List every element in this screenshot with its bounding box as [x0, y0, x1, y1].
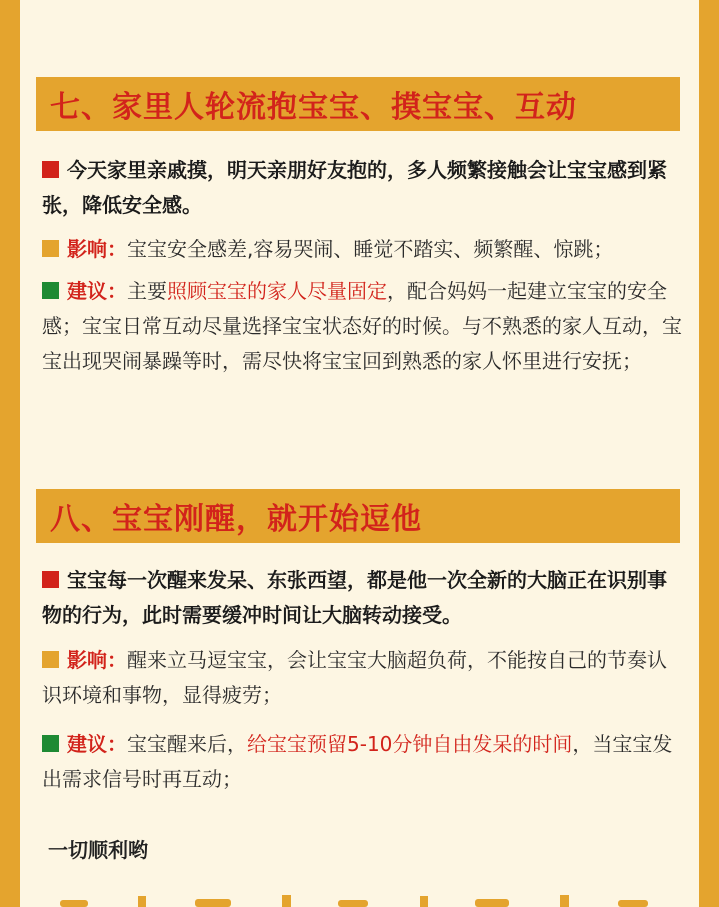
red-square-bullet-icon [42, 571, 59, 588]
article-page [20, 0, 699, 907]
section-7-intro: 今天家里亲戚摸，明天亲朋好友抱的，多人频繁接触会让宝宝感到紧张，降低安全感。 [42, 158, 667, 217]
section-7-impact [42, 232, 682, 267]
closing-text: 一切顺利哟 [48, 838, 148, 862]
red-square-bullet-icon [42, 161, 59, 178]
green-square-bullet-icon [42, 735, 59, 752]
section-8-heading [36, 489, 680, 543]
section-7-title: 七、家里人轮流抱宝宝、摸宝宝、互动 [50, 90, 577, 125]
section-8-intro: 宝宝每一次醒来发呆、东张西望，都是他一次全新的大脑正在识别事物的行为，此时需要缓冲时间让大脑转动接受。 [42, 568, 667, 627]
section-7-heading [36, 77, 680, 131]
advice-highlight: 照顾宝宝的家人尽量固定 [167, 279, 387, 303]
advice-highlight: 给宝宝预留5-10分钟自由发呆的时间 [247, 732, 573, 756]
impact-label: 影响： [67, 648, 127, 672]
section-8-impact [42, 643, 682, 713]
impact-label: 影响： [67, 237, 127, 261]
impact-text: 宝宝安全感差,容易哭闹、睡觉不踏实、频繁醒、惊跳； [127, 237, 614, 261]
advice-label: 建议： [67, 732, 127, 756]
section-8-advice: 建议：宝宝醒来后，给宝宝预留5-10分钟自由发呆的时间，当宝宝发出需求信号时再互动； [42, 732, 673, 791]
yellow-square-bullet-icon [42, 240, 59, 257]
green-square-bullet-icon [42, 282, 59, 299]
impact-text: 醒来立马逗宝宝，会让宝宝大脑超负荷，不能按自己的节奏认识环境和事物，显得疲劳； [42, 648, 667, 707]
section-7-advice: 建议：主要照顾宝宝的家人尽量固定，配合妈妈一起建立宝宝的安全感；宝宝日常互动尽量选择宝宝状态好的时候。与不熟悉的家人互动，宝宝出现哭闹暴躁等时，需尽快将宝宝回到熟悉的家人怀里进行安抚； [42, 279, 682, 373]
yellow-square-bullet-icon [42, 651, 59, 668]
decorative-footer-pattern-icon [20, 884, 699, 907]
advice-label: 建议： [67, 279, 127, 303]
section-8-title: 八、宝宝刚醒，就开始逗他 [50, 502, 422, 537]
